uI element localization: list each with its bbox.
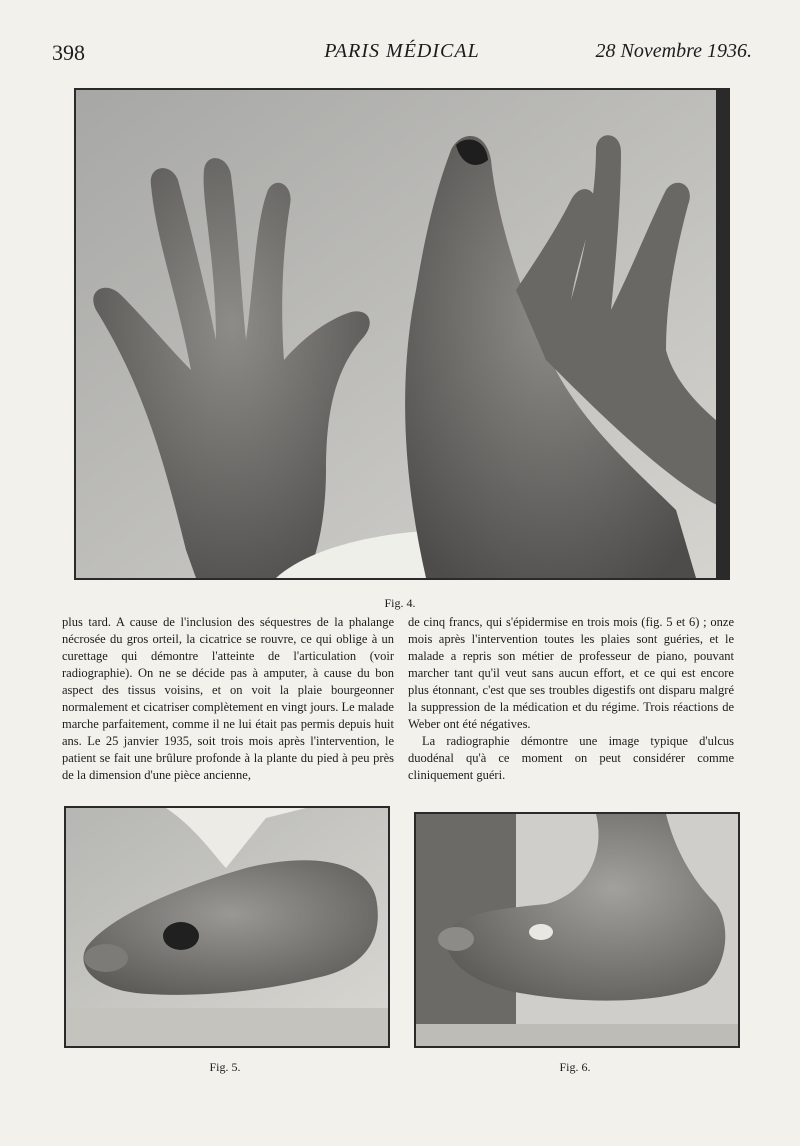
journal-title: PARIS MÉDICAL (324, 40, 480, 62)
paragraph: La radiographie démontre une image typique d'ulcus duodénal qu'à ce moment on peut considérer comme cliniquement guéri. (408, 734, 734, 782)
page-header (52, 40, 752, 76)
paragraph: plus tard. A cause de l'inclusion des séquestres de la phalange nécrosée du gros orteil, la cicatrice se rouvre, ce qui oblige à un curettage qui démontre l'atteinte de l'articulation (voir radiographie). On ne se décide pas à amputer, à cause du bon aspect des tissus voisins, et on voit la plaie bourgeonner normalement et cicatriser complètement en vingt jours. Le malade marche parfaitement, comme il ne lui était pas permis depuis huit ans. Le 25 janvier 1935, soit trois mois après l'intervention, le patient se fait une brûlure profonde à la plante du pied à peu près de la dimension d'une pièce ancienne, (62, 615, 394, 782)
figure-6-photo (414, 812, 740, 1048)
figure-4-caption: Fig. 4. (384, 596, 416, 610)
paragraph: de cinq francs, qui s'épidermise en trois mois (fig. 5 et 6) ; onze mois après l'intervention toutes les plaies sont guéries, et le malade a repris son métier de professeur de piano, pouvant marcher tant qu'il veut sans aucun effort, et ce qui est encore plus étonnant, c'est que ses troubles digestifs ont disparu malgré la suppression de la médication et du régime. Trois réactions de Weber ont été négatives. (408, 615, 734, 731)
figure-5-caption: Fig. 5. (209, 1060, 241, 1074)
text-column-right (408, 614, 734, 784)
figure-6-caption: Fig. 6. (559, 1060, 591, 1074)
figure-5-photo (64, 806, 390, 1048)
issue-date: 28 Novembre 1936. (595, 40, 752, 62)
text-column-left (62, 614, 394, 784)
page-number: 398 (52, 40, 85, 65)
figure-4-photo (74, 88, 730, 580)
